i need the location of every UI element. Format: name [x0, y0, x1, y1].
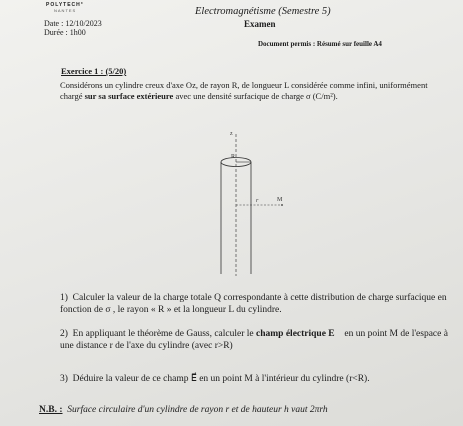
label-R: R [231, 154, 236, 160]
school-logo: POLYTECH° [46, 2, 84, 8]
course-title: Electromagnétisme (Semestre 5) [195, 6, 331, 17]
statement-part1: Considérons un cylindre creux d'axe Oz, de rayon R, de longueur L considérée comme infini, uniformément chargé [60, 80, 428, 101]
question-2-bold: champ électrique E⃗ [256, 329, 343, 339]
note-text: Surface circulaire d'un cylindre de rayon r et de hauteur h vaut 2πrh [67, 405, 328, 415]
question-1-text: Calculer la valeur de la charge totale Q correspondante à cette distribution de charge surfacique en fonction de σ , le rayon « R » et la longueur L du cylindre. [60, 293, 447, 315]
question-1-number: 1) [60, 293, 68, 303]
note-label: N.B. : [39, 405, 63, 415]
label-M: M [277, 197, 283, 203]
exam-date: Date : 12/10/2023 [44, 19, 102, 28]
question-2-number: 2) [60, 329, 68, 339]
question-3-number: 3) [60, 374, 68, 384]
label-r: r [256, 198, 259, 204]
school-logo-subtitle: NANTES [54, 8, 77, 13]
question-3 [60, 373, 455, 385]
note [39, 405, 328, 415]
exercise-statement [60, 80, 450, 102]
question-2-text-before: En appliquant le théorème de Gauss, calculer le [72, 329, 257, 339]
exercise-title: Exercice 1 : (5/20) [61, 66, 127, 76]
question-2 [60, 328, 455, 352]
cylinder-figure [170, 126, 310, 276]
exam-label: Examen [244, 19, 276, 29]
question-3-text: Déduire la valeur de ce champ E⃗ en un point M à l'intérieur du cylindre (r<R). [72, 374, 370, 384]
allowed-documents: Document permis : Résumé sur feuille A4 [258, 40, 382, 48]
label-z: z [230, 131, 233, 137]
statement-part2: avec une densité surfacique de charge σ (C/m²). [173, 91, 338, 101]
question-1 [60, 292, 450, 316]
question-2-text-after: en un point M de l'espace à une distance r de l'axe du cylindre (avec r>R) [60, 329, 448, 351]
point-M [281, 204, 283, 206]
statement-bold: sur sa surface extérieure [84, 91, 174, 101]
exam-duration: Durée : 1h00 [44, 28, 86, 37]
